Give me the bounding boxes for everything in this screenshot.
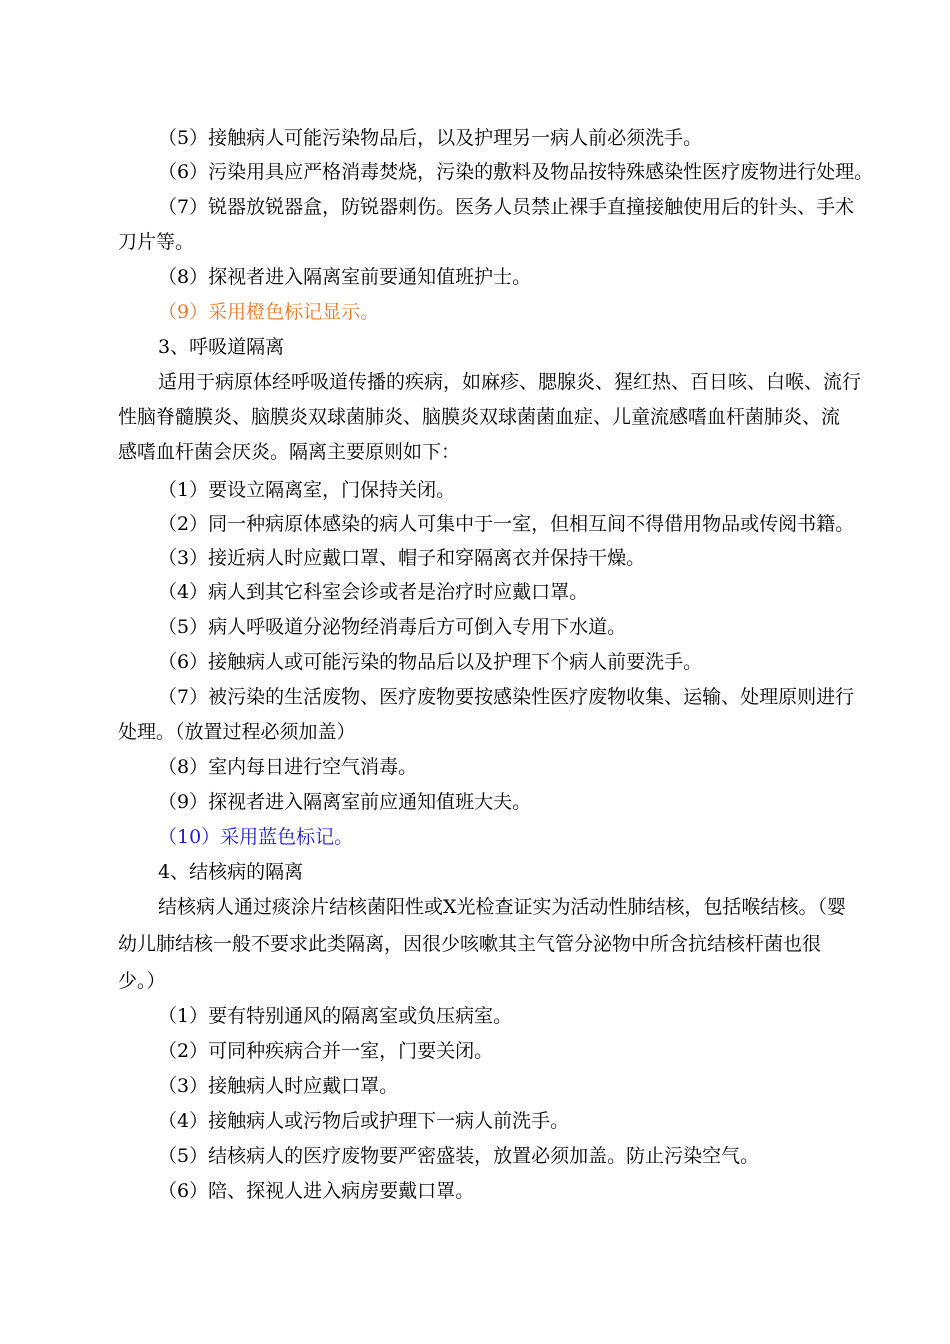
orange-marked-line: （9）采用橙色标记显示。	[158, 301, 380, 323]
text-line: （8）探视者进入隔离室前要通知值班护士。	[158, 266, 532, 288]
blue-marked-line: （10）采用蓝色标记。	[158, 826, 354, 848]
text-line: （1）要设立隔离室，门保持关闭。	[158, 479, 456, 501]
text-line: 少。）	[118, 970, 166, 992]
text-line: （5）病人呼吸道分泌物经消毒后方可倒入专用下水道。	[158, 616, 627, 638]
text-line: （3）接近病人时应戴口罩、帽子和穿隔离衣并保持干燥。	[158, 547, 646, 569]
text-line: （6）陪、探视人进入病房要戴口罩。	[158, 1180, 475, 1202]
text-line: 适用于病原体经呼吸道传播的疾病，如麻疹、腮腺炎、猩红热、百日咳、白喉、流行	[158, 371, 862, 393]
text-line: （4）病人到其它科室会诊或者是治疗时应戴口罩。	[158, 581, 589, 603]
text-line: 感嗜血杆菌会厌炎。隔离主要原则如下：	[118, 441, 461, 463]
text-line: （5）结核病人的医疗废物要严密盛装，放置必须加盖。防止污染空气。	[158, 1145, 760, 1167]
text-line: （5）接触病人可能污染物品后，以及护理另一病人前必须洗手。	[158, 127, 703, 149]
section-heading: 3、呼吸道隔离	[158, 336, 285, 358]
text-line: （6）污染用具应严格消毒焚烧，污染的敷料及物品按特殊感染性医疗废物进行处理。	[158, 161, 874, 183]
text-line: 幼儿肺结核一般不要求此类隔离，因很少咳嗽其主气管分泌物中所含抗结核杆菌也很	[118, 933, 822, 955]
text-line: （2）同一种病原体感染的病人可集中于一室，但相互间不得借用物品或传阅书籍。	[158, 513, 855, 535]
text-line: （7）被污染的生活废物、医疗废物要按感染性医疗废物收集、运输、处理原则进行	[158, 686, 855, 708]
text-line: （9）探视者进入隔离室前应通知值班大夫。	[158, 791, 532, 813]
text-line: 性脑脊髓膜炎、脑膜炎双球菌肺炎、脑膜炎双球菌菌血症、儿童流感嗜血杆菌肺炎、流	[118, 406, 841, 428]
text-line: 刀片等。	[118, 231, 195, 253]
text-line: 处理。（放置过程必须加盖）	[118, 721, 356, 743]
text-line: （6）接触病人或可能污染的物品后以及护理下个病人前要洗手。	[158, 651, 703, 673]
text-line: 结核病人通过痰涂片结核菌阳性或X光检查证实为活动性肺结核，包括喉结核。（婴	[158, 896, 847, 918]
text-line: （4）接触病人或污物后或护理下一病人前洗手。	[158, 1110, 570, 1132]
section-heading: 4、结核病的隔离	[158, 861, 304, 883]
text-line: （3）接触病人时应戴口罩。	[158, 1075, 399, 1097]
text-line: （1）要有特别通风的隔离室或负压病室。	[158, 1005, 513, 1027]
text-line: （8）室内每日进行空气消毒。	[158, 756, 418, 778]
text-line: （2）可同种疾病合并一室，门要关闭。	[158, 1040, 494, 1062]
text-line: （7）锐器放锐器盒，防锐器刺伤。医务人员禁止裸手直撞接触使用后的针头、手术	[158, 196, 855, 218]
